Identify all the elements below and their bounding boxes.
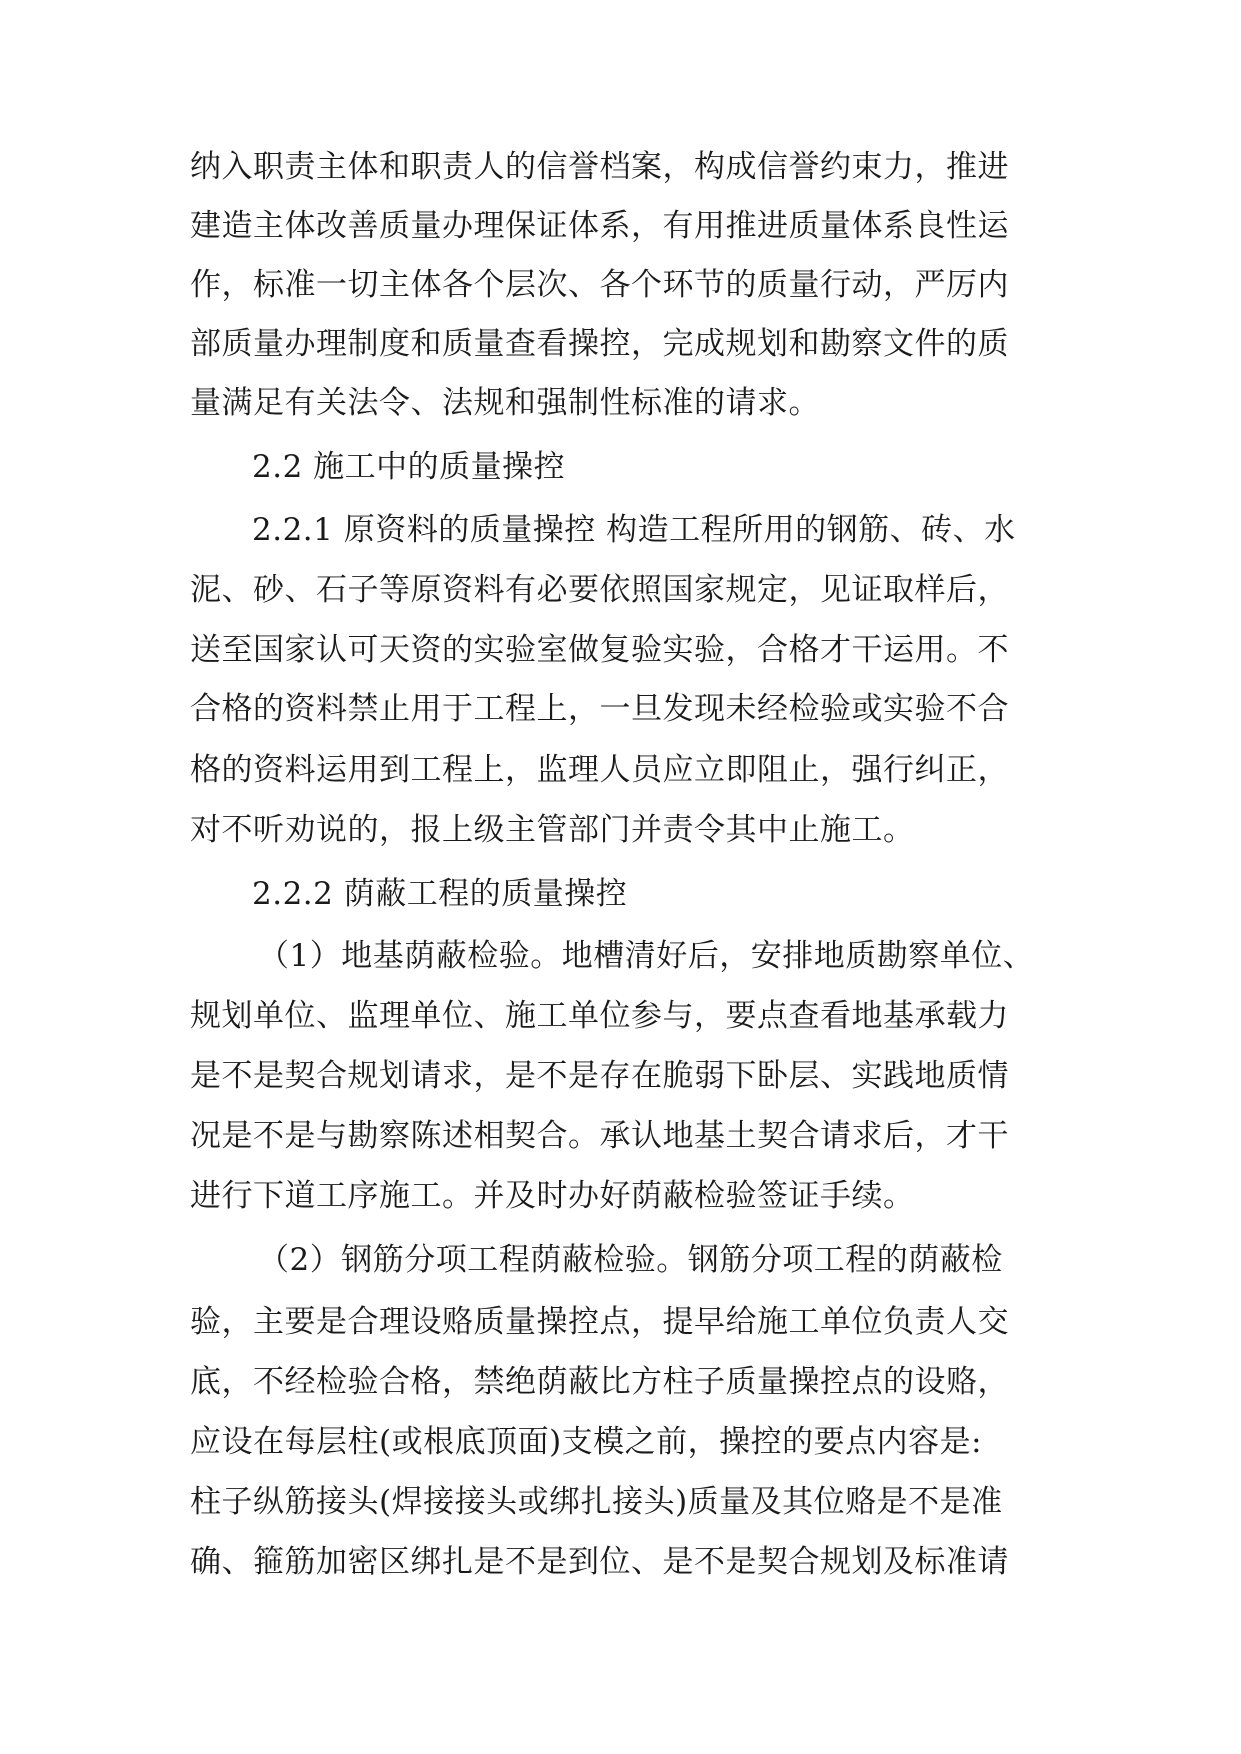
text-line: 柱子纵筋接头(焊接接头或绑扎接头)质量及其位赂是不是准	[190, 1484, 1003, 1520]
text-line: 格的资料运用到工程上，监理人员应立即阻止，强行纠正，	[190, 752, 1009, 788]
text-line: 部质量办理制度和质量查看操控，完成规划和勘察文件的质	[190, 326, 1009, 362]
text-line: 作，标准一切主体各个层次、各个环节的质量行动，严厉内	[190, 267, 1009, 303]
text-line: 确、箍筋加密区绑扎是不是到位、是不是契合规划及标准请	[190, 1544, 1009, 1580]
text-line: 泥、砂、石子等原资料有必要依照国家规定，见证取样后，	[190, 572, 1009, 608]
text-line: （2）钢筋分项工程荫蔽检验。钢筋分项工程的荫蔽检	[258, 1242, 1003, 1278]
text-line: 验，主要是合理设赂质量操控点，提早给施工单位负责人交	[190, 1304, 1009, 1340]
text-line: 送至国家认可天资的实验室做复验实验，合格才干运用。不	[190, 632, 1009, 668]
text-line: 底，不经检验合格，禁绝荫蔽比方柱子质量操控点的设赂，	[190, 1364, 1009, 1400]
section-heading: 2.2.2 荫蔽工程的质量操控	[252, 876, 628, 912]
text-line: 合格的资料禁止用于工程上，一旦发现未经检验或实验不合	[190, 691, 1009, 727]
text-line: （1）地基荫蔽检验。地槽清好后，安排地质勘察单位、	[258, 938, 1035, 974]
text-line: 进行下道工序施工。并及时办好荫蔽检验签证手续。	[190, 1178, 915, 1214]
text-line: 对不听劝说的，报上级主管部门并责令其中止施工。	[190, 812, 915, 848]
text-line: 2.2.1 原资料的质量操控 构造工程所用的钢筋、砖、水	[252, 512, 1016, 548]
text-line: 应设在每层柱(或根底顶面)支模之前，操控的要点内容是:	[190, 1424, 983, 1460]
text-line: 建造主体改善质量办理保证体系，有用推进质量体系良性运	[190, 208, 1009, 244]
text-line: 是不是契合规划请求，是不是存在脆弱下卧层、实践地质情	[190, 1058, 1009, 1094]
text-line: 规划单位、监理单位、施工单位参与，要点查看地基承载力	[190, 998, 1009, 1034]
text-line: 纳入职责主体和职责人的信誉档案，构成信誉约束力，推进	[190, 149, 1009, 185]
section-heading: 2.2 施工中的质量操控	[252, 449, 566, 485]
text-line: 况是不是与勘察陈述相契合。承认地基土契合请求后，才干	[190, 1118, 1009, 1154]
text-line: 量满足有关法令、法规和强制性标准的请求。	[190, 385, 820, 421]
